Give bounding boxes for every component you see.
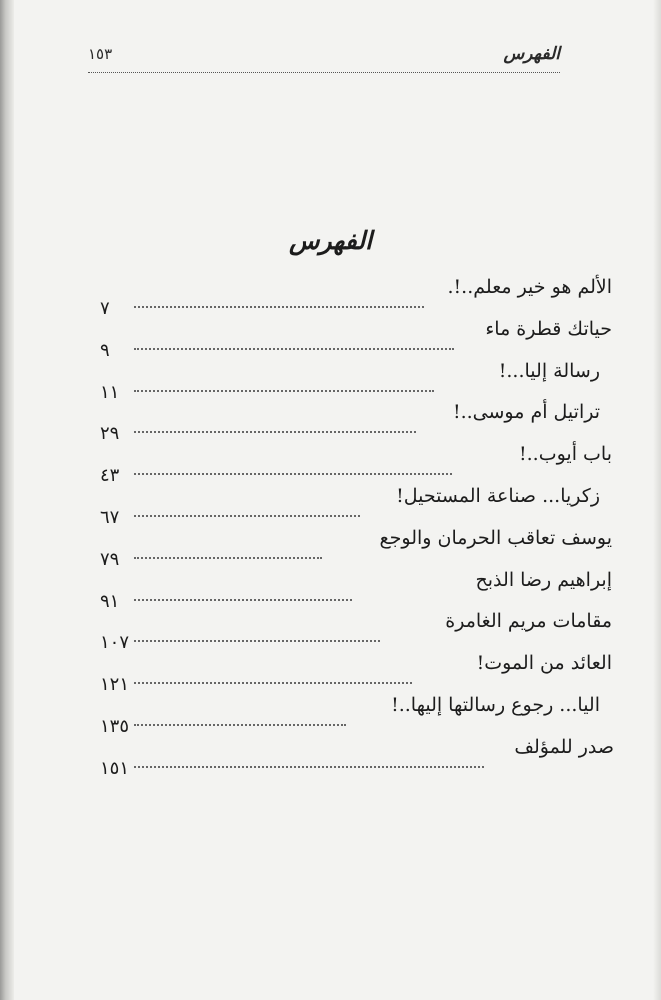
dot-leader <box>134 640 380 642</box>
toc-entry-page-number: ١٠٧ <box>100 632 130 654</box>
toc-entry-title: زكريا... صناعة المستحيل! <box>396 484 600 507</box>
dot-leader <box>134 390 434 392</box>
toc-entry <box>100 730 614 779</box>
dot-leader <box>134 431 416 433</box>
toc-entry-page-number: ٩ <box>100 339 110 361</box>
running-header-title: الفهرس <box>503 44 560 64</box>
toc-entry <box>100 688 612 737</box>
toc-entry-page-number: ٩١ <box>100 590 120 612</box>
toc-entry-title: حياتك قطرة ماء <box>485 317 612 340</box>
toc-entry-page-number: ٧ <box>100 298 110 319</box>
toc-entry-title: إبراهيم رضا الذبح <box>475 568 612 591</box>
toc-entry-page-number: ١٣٥ <box>100 715 130 737</box>
toc-entry <box>100 312 612 361</box>
toc-entry <box>100 354 612 403</box>
dot-leader <box>134 348 454 350</box>
dot-leader <box>134 557 322 559</box>
running-header-page-number: ١٥٣ <box>88 45 113 63</box>
toc-entry <box>100 646 612 696</box>
toc-entry-page-number: ٢٩ <box>100 423 120 445</box>
toc-entry-title: العائد من الموت! <box>476 652 612 675</box>
toc-entry <box>100 604 612 654</box>
toc-title: الفهرس <box>288 226 373 255</box>
dot-leader <box>134 682 412 684</box>
toc-entry-title: مقامات مريم الغامرة <box>445 610 612 633</box>
toc-entry <box>100 395 612 445</box>
toc-entry-title: الألم هو خير معلم..!. <box>447 276 612 298</box>
toc-entry-page-number: ١١ <box>100 381 120 403</box>
dot-leader <box>134 306 424 308</box>
header-divider <box>88 72 560 73</box>
toc-entry-title: يوسف تعاقب الحرمان والوجع <box>379 526 612 549</box>
dot-leader <box>134 599 352 601</box>
toc-entry-title: صدر للمؤلف <box>514 735 614 758</box>
toc-entry <box>100 270 612 319</box>
toc-entry-page-number: ٦٧ <box>100 506 120 528</box>
toc-entry <box>100 479 612 528</box>
dot-leader <box>134 473 452 475</box>
toc-entry-title: تراتيل أم موسى..! <box>452 401 600 424</box>
toc-entry-page-number: ١٢١ <box>100 674 130 696</box>
dot-leader <box>134 724 346 726</box>
toc-entry-title: باب أيوب..! <box>519 443 612 466</box>
toc-entry-page-number: ٧٩ <box>100 548 120 570</box>
toc-list <box>100 270 614 779</box>
toc-entry <box>100 437 612 487</box>
running-header <box>88 44 560 70</box>
dot-leader <box>134 766 484 768</box>
page-edge <box>653 0 661 1000</box>
toc-entry-page-number: ١٥١ <box>100 757 130 779</box>
toc-entry <box>100 521 612 570</box>
dot-leader <box>134 515 360 517</box>
toc-entry <box>100 563 612 612</box>
spine-shadow <box>0 0 14 1000</box>
toc-entry-title: اليا... رجوع رسالتها إليها..! <box>391 693 600 716</box>
toc-entry-title: رسالة إليا...! <box>498 359 600 382</box>
toc-entry-page-number: ٤٣ <box>100 465 120 487</box>
